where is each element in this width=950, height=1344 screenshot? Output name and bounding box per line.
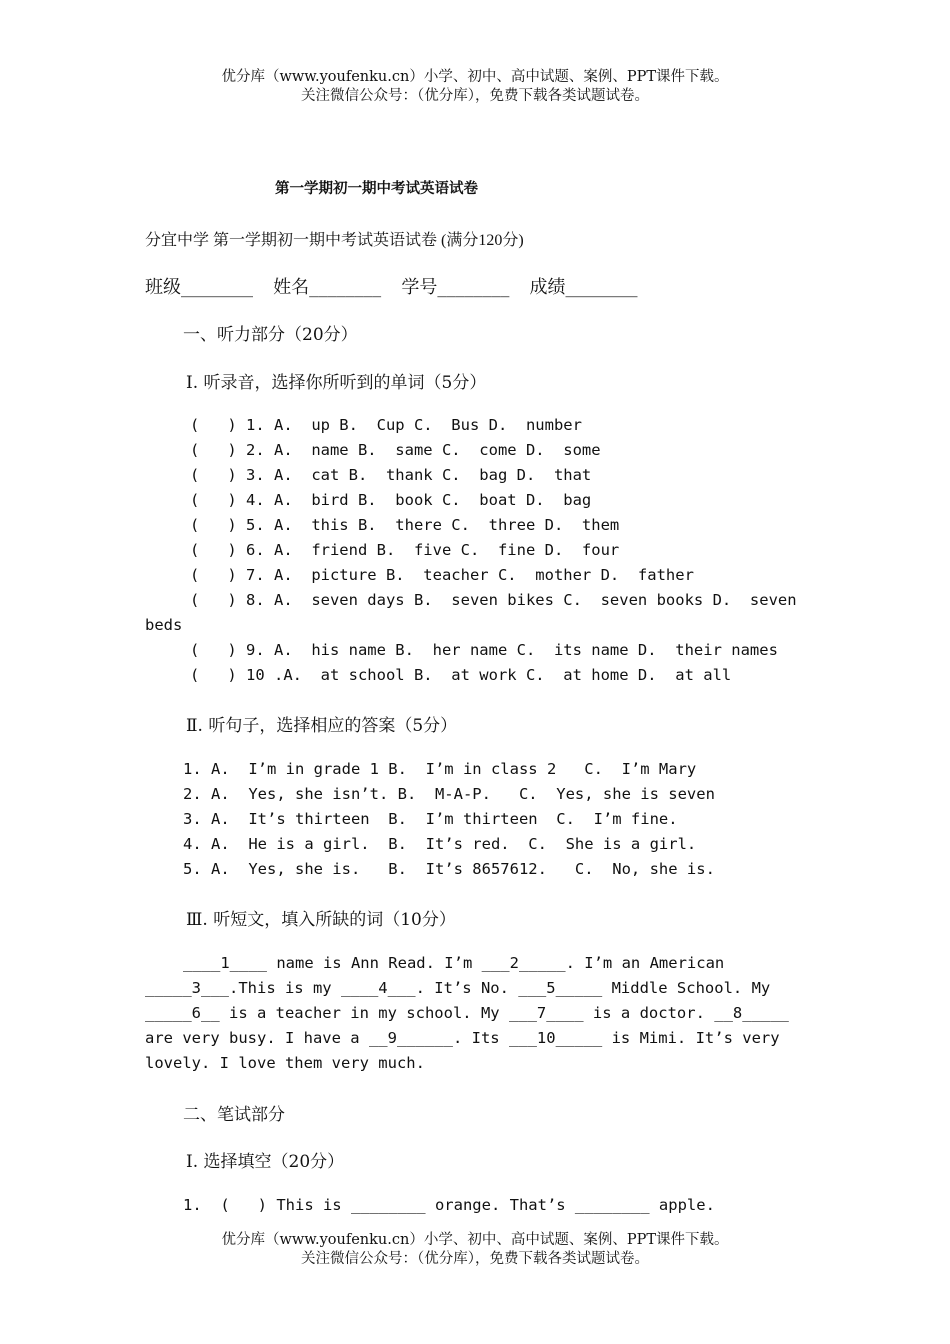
question-line: ( ) 2. A. name B. same C. come D. some <box>190 441 601 459</box>
sentence-option-line: 4. A. He is a girl. B. It’s red. C. She is a girl. <box>183 835 697 853</box>
page-title: 第一学期初一期中考试英语试卷 <box>275 180 478 197</box>
question-line: ( ) 5. A. this B. there C. three D. them <box>190 516 620 534</box>
footer-line-2: 关注微信公众号：（优分库），免费下载各类试题试卷。 <box>301 1251 649 1267</box>
question-line-wrap: beds <box>145 616 183 634</box>
question-line: ( ) 1. A. up B. Cup C. Bus D. number <box>190 416 582 434</box>
part-2-heading: Ⅱ. 听句子，选择相应的答案（5分） <box>186 716 458 736</box>
passage-line: _____3___.This is my ____4___. It’s No. ___5_____ Middle School. My <box>145 979 771 997</box>
question-line: ( ) 4. A. bird B. book C. boat D. bag <box>190 491 592 509</box>
question-line: ( ) 6. A. friend B. five C. fine D. four <box>190 541 620 559</box>
page-header <box>0 68 950 106</box>
section-2-heading: 二、笔试部分 <box>183 1105 285 1125</box>
section-1-heading: 一、听力部分（20分） <box>183 325 358 345</box>
section-2-part-1-heading: Ⅰ. 选择填空（20分） <box>186 1152 345 1172</box>
sentence-option-line: 5. A. Yes, she is. B. It’s 8657612. C. No, she is. <box>183 860 715 878</box>
question-line: 1. ( ) This is ________ orange. That’s ________ apple. <box>183 1196 715 1214</box>
passage-line: are very busy. I have a __9______. Its ___10_____ is Mimi. It’s very <box>145 1029 780 1047</box>
question-line: ( ) 9. A. his name B. her name C. its name D. their names <box>190 641 778 659</box>
question-line: ( ) 3. A. cat B. thank C. bag D. that <box>190 466 592 484</box>
header-line-1: 优分库（www.youfenku.cn）小学、初中、高中试题、案例、PPT课件下载。 <box>221 69 729 85</box>
page-footer <box>0 1231 950 1269</box>
sentence-option-line: 3. A. It’s thirteen B. I’m thirteen C. I’m fine. <box>183 810 678 828</box>
sentence-option-line: 2. A. Yes, she isn’t. B. M-A-P. C. Yes, she is seven <box>183 785 715 803</box>
passage-line: ____1____ name is Ann Read. I’m ___2_____. I’m an American <box>183 954 725 972</box>
question-line: ( ) 7. A. picture B. teacher C. mother D. father <box>190 566 694 584</box>
footer-line-1: 优分库（www.youfenku.cn）小学、初中、高中试题、案例、PPT课件下载。 <box>221 1232 729 1248</box>
part-1-heading: Ⅰ. 听录音，选择你所听到的单词（5分） <box>186 373 487 393</box>
student-info-line: 班级________ 姓名________ 学号________ 成绩________ <box>145 277 638 298</box>
header-line-2: 关注微信公众号：（优分库），免费下载各类试题试卷。 <box>301 88 649 104</box>
subtitle: 分宜中学 第一学期初一期中考试英语试卷 (满分120分) <box>145 232 524 249</box>
passage-line: lovely. I love them very much. <box>145 1054 425 1072</box>
passage-line: _____6__ is a teacher in my school. My ___7____ is a doctor. __8_____ <box>145 1004 789 1022</box>
part-3-heading: Ⅲ. 听短文，填入所缺的词（10分） <box>186 910 456 930</box>
question-line: ( ) 10 .A. at school B. at work C. at home D. at all <box>190 666 732 684</box>
sentence-option-line: 1. A. I’m in grade 1 B. I’m in class 2 C. I’m Mary <box>183 760 697 778</box>
question-line: ( ) 8. A. seven days B. seven bikes C. seven books D. seven <box>190 591 797 609</box>
